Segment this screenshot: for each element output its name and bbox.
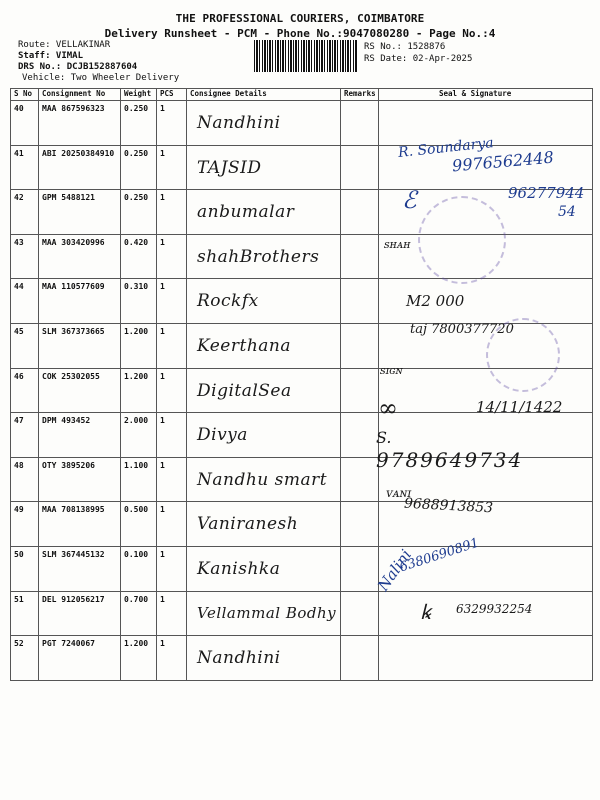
- consignee-handwriting: Nandhini: [197, 648, 281, 669]
- cell-remarks: [341, 413, 379, 458]
- consignee-handwriting: Divya: [197, 425, 248, 446]
- signature-row-48-phone: 9789649734: [376, 448, 524, 472]
- cell-sno: 47: [11, 413, 39, 458]
- cell-weight: 0.700: [121, 591, 157, 636]
- consignee-handwriting: anbumalar: [197, 202, 295, 223]
- rs-number: RS No.: 1528876: [364, 42, 446, 52]
- cell-pcs: 1: [157, 190, 187, 235]
- col-remarks: Remarks: [341, 89, 379, 101]
- cell-consignee: [187, 190, 341, 235]
- signature-row-49-phone: 9688913853: [403, 495, 494, 517]
- signature-row-51: Nalini: [374, 546, 416, 595]
- signature-row-46: ꜱɪɢɴ: [380, 364, 403, 377]
- cell-consignee: [187, 323, 341, 368]
- cell-weight: 1.200: [121, 636, 157, 681]
- cell-remarks: [341, 636, 379, 681]
- cell-consignee: [187, 368, 341, 413]
- cell-consignee: [187, 234, 341, 279]
- cell-sno: 41: [11, 145, 39, 190]
- cell-sno: 48: [11, 457, 39, 502]
- company-title: THE PROFESSIONAL COURIERS, COIMBATORE: [175, 12, 425, 25]
- signature-row-47-mark: ∞: [378, 394, 398, 422]
- cell-remarks: [341, 190, 379, 235]
- cell-remarks: [341, 591, 379, 636]
- cell-consignment: DEL 912056217: [39, 591, 121, 636]
- table-row: [11, 101, 593, 146]
- cell-consignee: [187, 279, 341, 324]
- cell-consignment: ABI 20250384910: [39, 145, 121, 190]
- consignee-handwriting: TAJSID: [197, 157, 262, 178]
- cell-consignment: MAA 708138995: [39, 502, 121, 547]
- col-pcs: PCS: [157, 89, 187, 101]
- col-sno: S No: [11, 89, 39, 101]
- cell-pcs: 1: [157, 457, 187, 502]
- consignee-handwriting: Vaniranesh: [197, 514, 299, 535]
- cell-remarks: [341, 145, 379, 190]
- signature-row-52-phone: 6329932254: [456, 602, 533, 616]
- cell-sno: 42: [11, 190, 39, 235]
- signature-row-47: 14/11/1422: [476, 398, 563, 416]
- cell-consignee: [187, 457, 341, 502]
- barcode-image: [254, 40, 358, 72]
- cell-sno: 51: [11, 591, 39, 636]
- table-row: [11, 636, 593, 681]
- cell-remarks: [341, 457, 379, 502]
- cell-remarks: [341, 279, 379, 324]
- cell-sno: 50: [11, 546, 39, 591]
- cell-signature: [379, 636, 593, 681]
- signature-row-49-mark: ᴠᴀɴɪ: [386, 486, 412, 500]
- cell-weight: 0.310: [121, 279, 157, 324]
- cell-consignment: OTY 3895206: [39, 457, 121, 502]
- consignee-handwriting: Vellammal Bodhy: [197, 603, 337, 622]
- cell-consignment: DPM 493452: [39, 413, 121, 458]
- cell-pcs: 1: [157, 591, 187, 636]
- cell-sno: 46: [11, 368, 39, 413]
- cell-weight: 0.250: [121, 190, 157, 235]
- cell-consignment: SLM 367445132: [39, 546, 121, 591]
- runsheet-subtitle: Delivery Runsheet - PCM - Phone No.:9047080280 - Page No.:4: [104, 27, 496, 40]
- signature-row-41: R. Soundarya: [397, 135, 495, 161]
- signature-row-45: M2 000: [406, 292, 465, 310]
- cell-sno: 44: [11, 279, 39, 324]
- consignee-handwriting: Nandhu smart: [197, 469, 328, 490]
- cell-pcs: 1: [157, 101, 187, 146]
- cell-weight: 1.100: [121, 457, 157, 502]
- cell-sno: 43: [11, 234, 39, 279]
- table-row: [11, 546, 593, 591]
- signature-row-42: 96277944: [508, 184, 585, 202]
- cell-weight: 0.100: [121, 546, 157, 591]
- consignee-handwriting: shahBrothers: [197, 246, 320, 267]
- cell-weight: 0.420: [121, 234, 157, 279]
- cell-pcs: 1: [157, 145, 187, 190]
- cell-consignee: [187, 413, 341, 458]
- cell-consignment: MAA 110577609: [39, 279, 121, 324]
- signature-row-42-mark: ℰ: [402, 186, 417, 214]
- cell-consignment: GPM 5488121: [39, 190, 121, 235]
- cell-remarks: [341, 101, 379, 146]
- signature-row-48-mark: S.: [376, 428, 392, 447]
- cell-sno: 40: [11, 101, 39, 146]
- signature-row-43: ꜱʜᴀʜ: [384, 238, 411, 251]
- cell-remarks: [341, 323, 379, 368]
- cell-remarks: [341, 546, 379, 591]
- vehicle-label: Vehicle: Two Wheeler Delivery: [22, 73, 180, 83]
- consignee-handwriting: Nandhini: [197, 113, 281, 133]
- drs-number: DRS No.: DCJB152887604: [18, 62, 138, 72]
- col-consignee: Consignee Details: [187, 89, 341, 101]
- cell-pcs: 1: [157, 323, 187, 368]
- cell-weight: 1.200: [121, 323, 157, 368]
- table-row: [11, 502, 593, 547]
- cell-consignment: COK 25302055: [39, 368, 121, 413]
- seal-stamp: [418, 196, 506, 284]
- consignee-handwriting: Keerthana: [197, 335, 291, 356]
- cell-pcs: 1: [157, 546, 187, 591]
- col-signature: Seal & Signature: [379, 89, 593, 101]
- cell-remarks: [341, 368, 379, 413]
- cell-consignment: MAA 867596323: [39, 101, 121, 146]
- cell-consignee: [187, 145, 341, 190]
- consignee-handwriting: Kanishka: [197, 558, 281, 579]
- cell-pcs: 1: [157, 234, 187, 279]
- cell-weight: 0.250: [121, 101, 157, 146]
- signature-row-45-phone: taj 7800377720: [410, 322, 514, 337]
- signature-row-41-phone: 9976562448: [451, 147, 555, 176]
- cell-consignee: [187, 591, 341, 636]
- cell-pcs: 1: [157, 502, 187, 547]
- consignee-handwriting: Rockfx: [197, 291, 259, 312]
- table-row: [11, 190, 593, 235]
- consignee-handwriting: DigitalSea: [197, 380, 292, 401]
- cell-consignee: [187, 502, 341, 547]
- col-weight: Weight: [121, 89, 157, 101]
- staff-label: Staff: VIMAL: [18, 51, 84, 61]
- cell-pcs: 1: [157, 279, 187, 324]
- signature-row-52-mark: ꝃ: [420, 600, 431, 624]
- rs-date: RS Date: 02-Apr-2025: [364, 54, 473, 64]
- cell-consignee: [187, 636, 341, 681]
- table-row: [11, 279, 593, 324]
- cell-weight: 1.200: [121, 368, 157, 413]
- col-consignment: Consignment No: [39, 89, 121, 101]
- cell-pcs: 1: [157, 413, 187, 458]
- route-label: Route: VELLAKINAR: [18, 40, 111, 50]
- cell-weight: 0.500: [121, 502, 157, 547]
- table-header-row: [11, 89, 593, 101]
- cell-sno: 52: [11, 636, 39, 681]
- cell-weight: 0.250: [121, 145, 157, 190]
- cell-pcs: 1: [157, 368, 187, 413]
- cell-consignee: [187, 546, 341, 591]
- cell-remarks: [341, 502, 379, 547]
- cell-pcs: 1: [157, 636, 187, 681]
- cell-consignee: [187, 101, 341, 146]
- signature-row-42-b: 54: [558, 204, 576, 220]
- cell-consignment: PGT 7240067: [39, 636, 121, 681]
- cell-sno: 49: [11, 502, 39, 547]
- cell-remarks: [341, 234, 379, 279]
- cell-consignment: SLM 367373665: [39, 323, 121, 368]
- cell-consignment: MAA 303420996: [39, 234, 121, 279]
- cell-weight: 2.000: [121, 413, 157, 458]
- cell-sno: 45: [11, 323, 39, 368]
- signature-row-51-phone: 6380690891: [397, 535, 482, 576]
